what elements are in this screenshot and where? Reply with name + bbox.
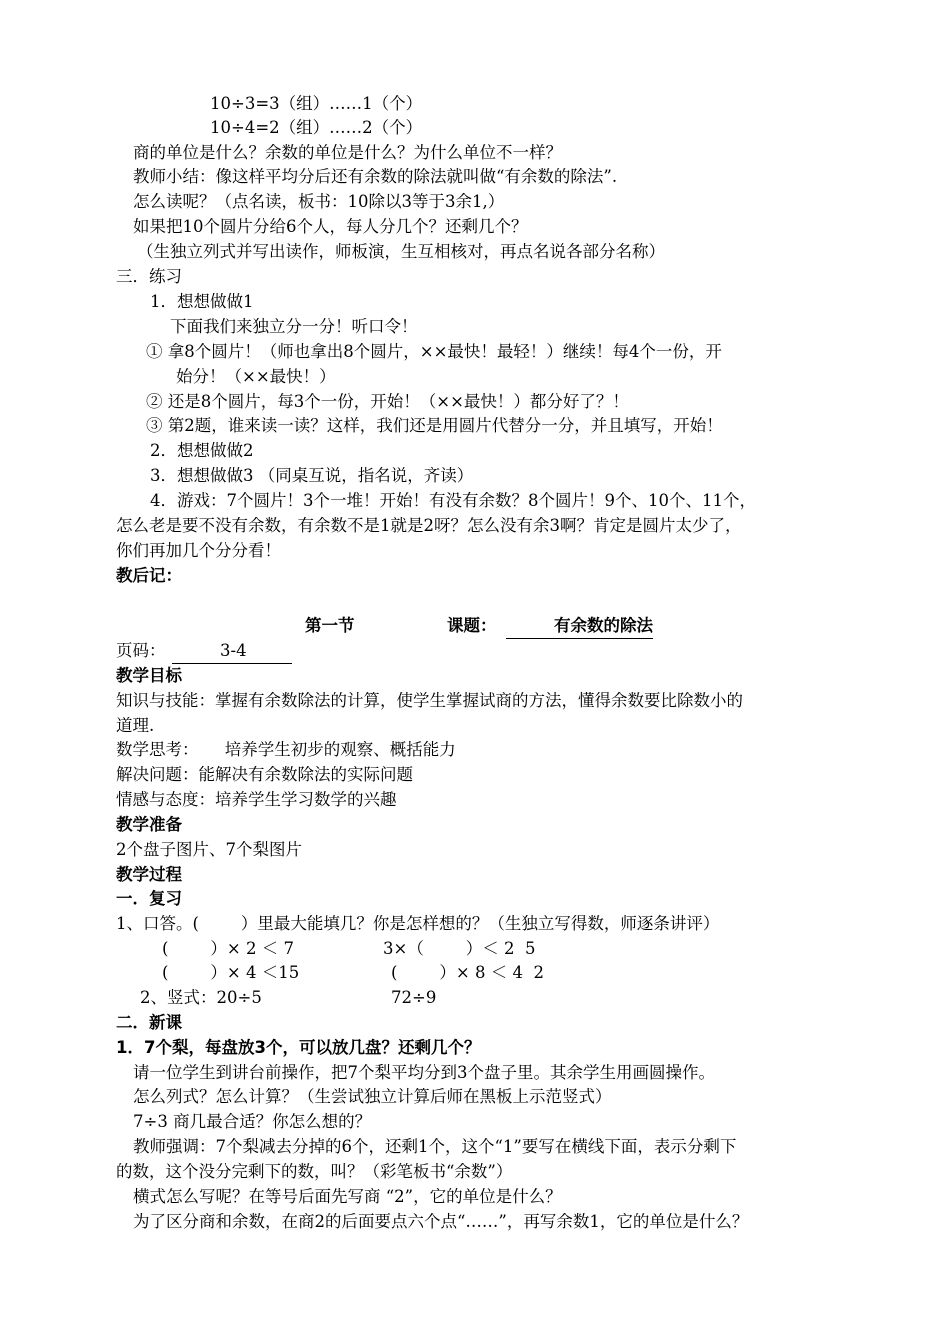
text-line: 10÷4=2（组）……2（个）: [210, 118, 423, 137]
text-line: 怎么读呢？（点名读，板书：10除以3等于3余1,）: [133, 192, 505, 211]
page-number: [172, 639, 292, 664]
text-line: 教师强调：7个梨减去分掉的6个，还剩1个，这个“1”要写在横线下面，表示分剩下: [133, 1137, 737, 1156]
text-line: 10÷3=3（组）……1（个）: [210, 94, 423, 113]
review-exercise: 2、竖式：20÷5: [140, 988, 262, 1007]
goals-heading: 教学目标: [116, 666, 182, 685]
goal-knowledge: 知识与技能：掌握有余数除法的计算，使学生掌握试商的方法，懂得余数要比除数小的: [116, 691, 743, 710]
section-heading: 三．练习: [116, 267, 182, 286]
text-line: 横式怎么写呢？在等号后面先写商 “2”，它的单位是什么？: [133, 1187, 562, 1206]
lesson-topic-value: 有余数的除法: [506, 614, 653, 639]
process-heading: 教学过程: [116, 865, 182, 884]
text-line: 如果把10个圆片分给6个人，每人分几个？还剩几个？: [133, 217, 528, 236]
text-line: 请一位学生到讲台前操作，把7个梨平均分到3个盘子里。其余学生用画圆操作。: [133, 1063, 715, 1082]
problem-statement: 1．7个梨，每盘放3个，可以放几盘？还剩几个？: [116, 1038, 481, 1057]
review-exercise: ( ）× 2 ＜ 7: [162, 939, 294, 958]
afterword-label: 教后记：: [116, 566, 182, 585]
text-line: 为了区分商和余数，在商2的后面要点六个点“……”，再写余数1，它的单位是什么？: [133, 1212, 749, 1231]
text-line: ① 拿8个圆片！（师也拿出8个圆片，××最快！最轻！）继续！每4个一份，开: [146, 342, 722, 361]
text-line: （生独立列式并写出读作，师板演，生互相核对，再点名说各部分名称）: [137, 242, 665, 261]
text-line: 下面我们来独立分一分！听口令！: [170, 317, 418, 336]
text-line: ③ 第2题，谁来读一读？这样，我们还是用圆片代替分一分，并且填写，开始！: [146, 416, 723, 435]
prep-text: 2个盘子图片、7个梨图片: [116, 840, 302, 859]
review-line: 1、口答。( ）里最大能填几？你是怎样想的？（生独立写得数，师逐条讲评）: [116, 914, 720, 933]
text-line: 始分！（××最快！）: [176, 367, 336, 386]
text-line: 教师小结：像这样平均分后还有余数的除法就叫做“有余数的除法”.: [133, 167, 618, 186]
text-line: 怎么列式？怎么计算？（生尝试独立计算后师在黑板上示范竖式）: [133, 1087, 612, 1106]
text-line: 2．想想做做2: [150, 441, 254, 460]
text-line: 3．想想做做3 （同桌互说，指名说，齐读）: [150, 466, 474, 485]
page-number-value: 3-4: [172, 639, 292, 664]
text-line: 7÷3 商几最合适？你怎么想的？: [133, 1112, 372, 1131]
lesson-topic-label: 课题：: [447, 616, 497, 635]
text-line: 4．游戏：7个圆片！3个一堆！开始！有没有余数？8个圆片！9个、10个、11个，: [150, 491, 756, 510]
text-line: ② 还是8个圆片，每3个一份，开始！（××最快！）都分好了？！: [146, 392, 629, 411]
prep-heading: 教学准备: [116, 815, 182, 834]
lesson-topic: [506, 614, 653, 639]
goal-thinking: 数学思考： 培养学生初步的观察、概括能力: [116, 740, 456, 759]
new-lesson-heading: 二．新课: [116, 1013, 182, 1032]
review-exercise: ( ）× 8 ＜ 4 2: [391, 963, 544, 982]
review-exercise: 3×（ ）＜ 2 5: [383, 939, 536, 958]
review-exercise: ( ）× 4 ＜15: [162, 963, 300, 982]
text-line: 怎么老是要不没有余数，有余数不是1就是2呀？怎么没有余3啊？肯定是圆片太少了，: [116, 516, 742, 535]
text-line: 商的单位是什么？余数的单位是什么？为什么单位不一样？: [133, 143, 562, 162]
goal-problem: 解决问题：能解决有余数除法的实际问题: [116, 765, 413, 784]
goal-knowledge-cont: 道理.: [116, 716, 155, 735]
text-line: 的数，这个没分完剩下的数，叫？（彩笔板书“余数”）: [116, 1162, 513, 1181]
text-line: 1．想想做做1: [150, 292, 254, 311]
text-line: 你们再加几个分分看！: [116, 541, 281, 560]
goal-attitude: 情感与态度：培养学生学习数学的兴趣: [116, 790, 397, 809]
review-exercise: 72÷9: [391, 988, 437, 1007]
lesson-section: 第一节: [305, 616, 355, 635]
review-heading: 一．复习: [116, 889, 182, 908]
page-label: 页码：: [116, 641, 166, 660]
